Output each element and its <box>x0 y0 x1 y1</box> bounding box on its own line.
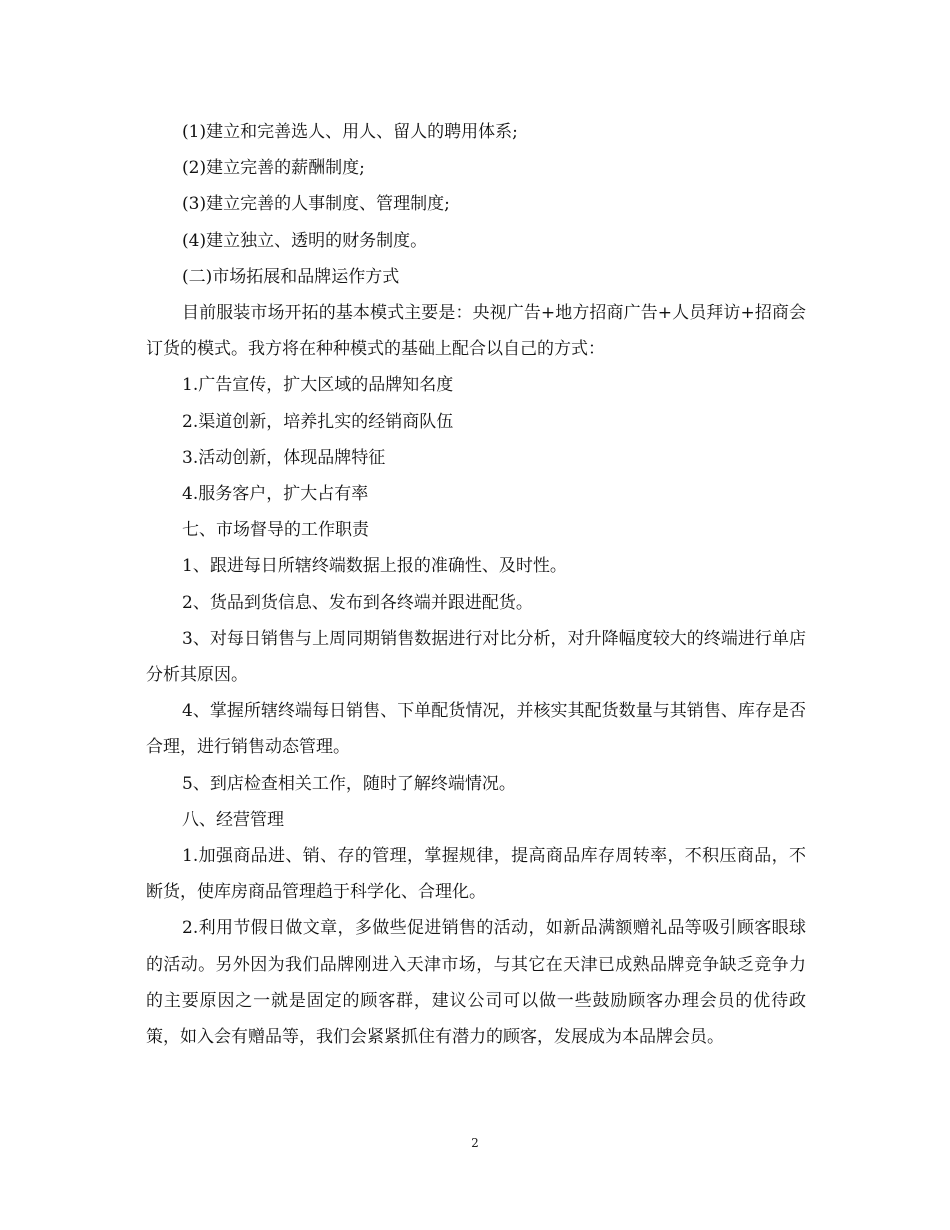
list-item-service: 4.服务客户，扩大占有率 <box>182 484 369 505</box>
page-number: 2 <box>471 1136 479 1150</box>
paragraph-salary-system: (2)建立完善的薪酬制度; <box>182 158 365 179</box>
list-item-activity: 3.活动创新，体现品牌特征 <box>182 447 386 468</box>
heading-supervisor-duties: 七、市场督导的工作职责 <box>182 520 369 541</box>
paragraph-market-model: 目前服装市场开拓的基本模式主要是：央视广告+地方招商广告+人员拜访+招商会订货的模式。我方将在种种模式的基础上配合以自己的方式： <box>146 303 806 360</box>
duty-item-data-report: 1、跟进每日所辖终端数据上报的准确性、及时性。 <box>182 556 567 577</box>
operations-item-stock: 1.加强商品进、销、存的管理，掌握规律，提高商品库存周转率，不积压商品，不断货，使库房商品管理趋于科学化、合理化。 <box>146 846 806 903</box>
document-body <box>146 114 806 1055</box>
duty-item-store-check: 5、到店检查相关工作，随时了解终端情况。 <box>182 773 516 794</box>
operations-item-holiday-promotion: 2.利用节假日做文章，多做些促进销售的活动，如新品满额赠礼品等吸引顾客眼球的活动。另外因为我们品牌刚进入天津市场，与其它在天津已成熟品牌竞争缺乏竞争力的主要原因之一就是固定的顾客群，建议公司可以做一些鼓励顾客办理会员的优待政策，如入会有赠品等，我们会紧紧抓住有潜力的顾客，发展成为本品牌会员。 <box>146 918 806 1048</box>
duty-item-arrival-info: 2、货品到货信息、发布到各终端并跟进配货。 <box>182 592 533 613</box>
duty-item-sales-analysis: 3、对每日销售与上周同期销售数据进行对比分析，对升降幅度较大的终端进行单店分析其原因。 <box>146 628 806 686</box>
duty-item-inventory-control: 4、掌握所辖终端每日销售、下单配货情况，并核实其配货数量与其销售、库存是否合理，进行销售动态管理。 <box>146 701 806 758</box>
paragraph-personnel-system: (3)建立完善的人事制度、管理制度; <box>182 194 450 215</box>
heading-market-expansion: (二)市场拓展和品牌运作方式 <box>182 266 400 287</box>
paragraph-finance-system: (4)建立独立、透明的财务制度。 <box>182 230 428 251</box>
heading-operations: 八、经营管理 <box>182 809 284 830</box>
list-item-channel: 2.渠道创新，培养扎实的经销商队伍 <box>182 411 454 432</box>
list-item-advertising: 1.广告宣传，扩大区域的品牌知名度 <box>182 375 454 396</box>
paragraph-recruitment-system: (1)建立和完善选人、用人、留人的聘用体系; <box>182 122 518 142</box>
